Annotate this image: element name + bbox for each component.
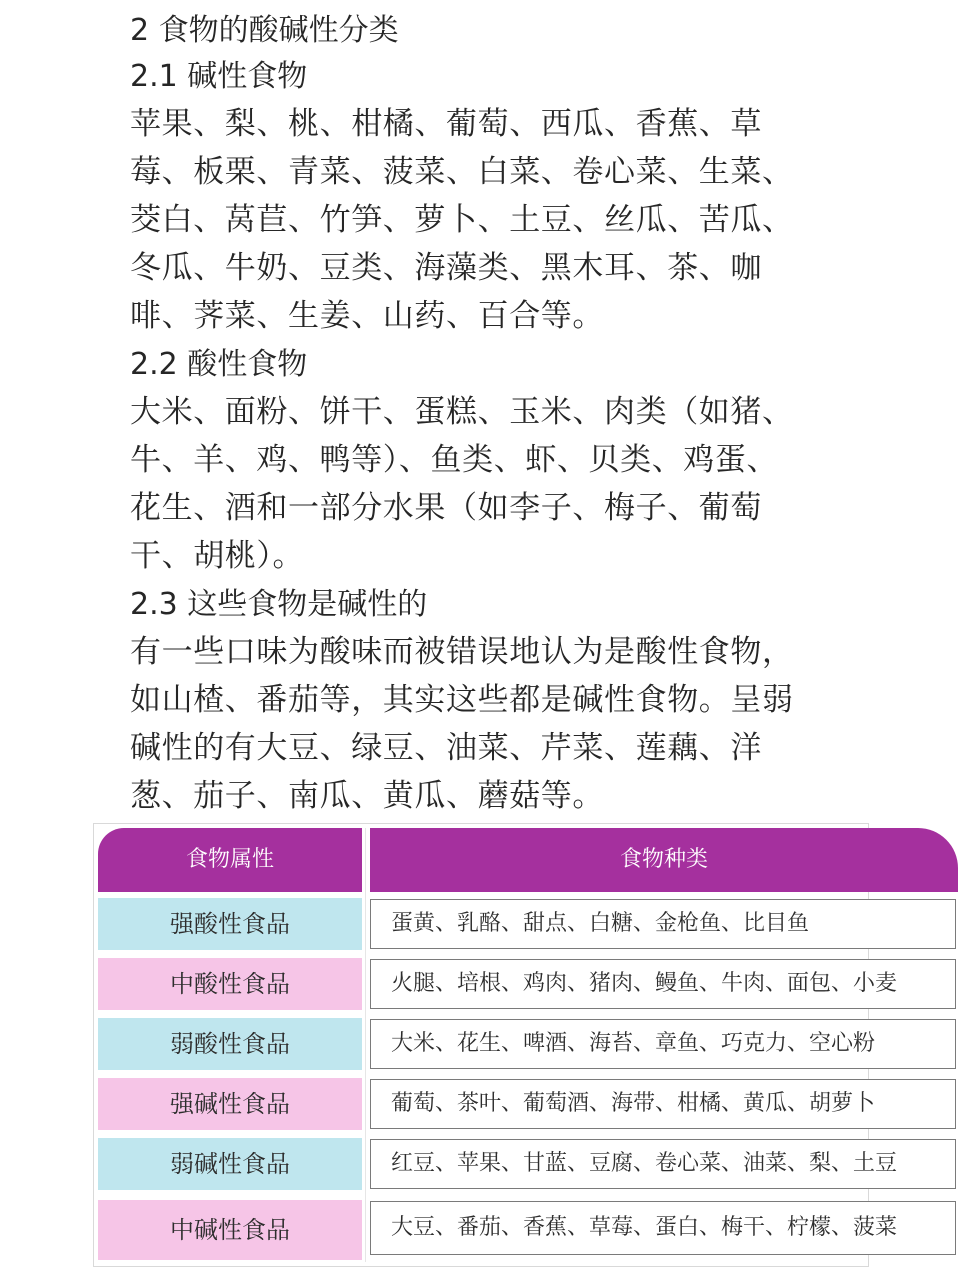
paragraph-line: 莓、板栗、青菜、菠菜、白菜、卷心菜、生菜、 bbox=[130, 154, 794, 190]
row-items-strong-alkaline: 葡萄、茶叶、葡萄酒、海带、柑橘、黄瓜、胡萝卜 bbox=[370, 1079, 956, 1129]
row-items-strong-acid: 蛋黄、乳酪、甜点、白糖、金枪鱼、比目鱼 bbox=[370, 899, 956, 949]
paragraph-line: 葱、茄子、南瓜、黄瓜、蘑菇等。 bbox=[130, 778, 604, 814]
row-label-strong-acid: 强酸性食品 bbox=[98, 898, 362, 950]
row-label-weak-acid: 弱酸性食品 bbox=[98, 1018, 362, 1070]
paragraph-line: 有一些口味为酸味而被错误地认为是酸性食物， bbox=[130, 634, 794, 670]
row-items-medium-acid: 火腿、培根、鸡肉、猪肉、鳗鱼、牛肉、面包、小麦 bbox=[370, 959, 956, 1009]
paragraph-line: 啡、荠菜、生姜、山药、百合等。 bbox=[130, 298, 604, 334]
row-label-strong-alkaline: 强碱性食品 bbox=[98, 1078, 362, 1130]
paragraph-line: 茭白、莴苣、竹笋、萝卜、土豆、丝瓜、苦瓜、 bbox=[130, 202, 794, 238]
header-food-kind: 食物种类 bbox=[370, 828, 958, 892]
section-heading: 2.3 这些食物是碱性的 bbox=[130, 587, 428, 622]
row-label-medium-alkaline: 中碱性食品 bbox=[98, 1200, 362, 1260]
row-items-weak-alkaline: 红豆、苹果、甘蓝、豆腐、卷心菜、油菜、梨、土豆 bbox=[370, 1139, 956, 1189]
paragraph-line: 牛、羊、鸡、鸭等）、鱼类、虾、贝类、鸡蛋、 bbox=[130, 442, 779, 478]
paragraph-line: 冬瓜、牛奶、豆类、海藻类、黑木耳、茶、咖 bbox=[130, 250, 762, 286]
paragraph-line: 如山楂、番茄等，其实这些都是碱性食物。呈弱 bbox=[130, 682, 794, 718]
paragraph-line: 苹果、梨、桃、柑橘、葡萄、西瓜、香蕉、草 bbox=[130, 106, 762, 142]
row-items-medium-alkaline: 大豆、番茄、香蕉、草莓、蛋白、梅干、柠檬、菠菜 bbox=[370, 1201, 956, 1255]
row-label-weak-alkaline: 弱碱性食品 bbox=[98, 1138, 362, 1190]
section-acidic bbox=[130, 342, 830, 580]
row-items-weak-acid: 大米、花生、啤酒、海苔、章鱼、巧克力、空心粉 bbox=[370, 1019, 956, 1069]
paragraph-line: 大米、面粉、饼干、蛋糕、玉米、肉类（如猪、 bbox=[130, 394, 794, 430]
section-misconceived bbox=[130, 582, 830, 820]
paragraph-line: 干、胡桃）。 bbox=[130, 538, 305, 574]
column-divider bbox=[365, 828, 366, 1262]
row-label-medium-acid: 中酸性食品 bbox=[98, 958, 362, 1010]
food-acidity-table bbox=[93, 823, 898, 1267]
paragraph-line: 花生、酒和一部分水果（如李子、梅子、葡萄 bbox=[130, 490, 762, 526]
paragraph-line: 碱性的有大豆、绿豆、油菜、芹菜、莲藕、洋 bbox=[130, 730, 762, 766]
section-heading: 2.2 酸性食物 bbox=[130, 347, 308, 382]
article bbox=[130, 8, 830, 822]
section-alkaline bbox=[130, 54, 830, 340]
section-heading: 2.1 碱性食物 bbox=[130, 59, 308, 94]
header-food-attribute: 食物属性 bbox=[98, 828, 362, 892]
article-title: 2 食物的酸碱性分类 bbox=[130, 13, 399, 48]
